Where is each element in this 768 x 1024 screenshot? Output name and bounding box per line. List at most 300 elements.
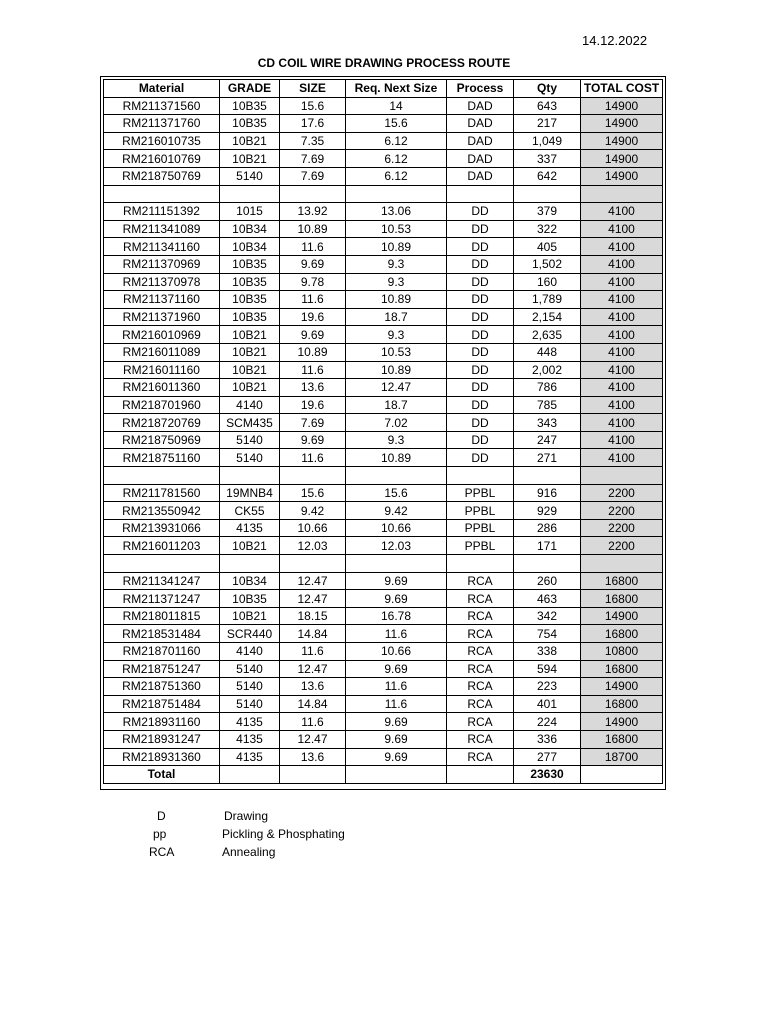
- table-row: [104, 537, 663, 555]
- cell-total-cost: 14900: [581, 167, 663, 185]
- cell-qty: 448: [514, 343, 581, 361]
- table-row: [104, 291, 663, 309]
- cell-qty: 405: [514, 238, 581, 256]
- cell-grade: SCM435: [220, 414, 280, 432]
- cell-qty: 2,635: [514, 326, 581, 344]
- cell-grade: 4140: [220, 396, 280, 414]
- cell-material: [104, 467, 220, 485]
- cell-total-cost: 4100: [581, 326, 663, 344]
- cell-size: 12.03: [280, 537, 346, 555]
- cell-qty: 1,049: [514, 132, 581, 150]
- table-row: [104, 695, 663, 713]
- cell-process: RCA: [447, 678, 514, 696]
- cell-qty: 271: [514, 449, 581, 467]
- cell-grade: 1015: [220, 203, 280, 221]
- cell-grade: 10B35: [220, 255, 280, 273]
- cell-process: RCA: [447, 643, 514, 661]
- cell-total-cost: 16800: [581, 590, 663, 608]
- cell-grade: [220, 555, 280, 573]
- document-title: CD COIL WIRE DRAWING PROCESS ROUTE: [257, 56, 511, 70]
- cell-process: RCA: [447, 695, 514, 713]
- cell-size: 11.6: [280, 291, 346, 309]
- document-date: 14.12.2022: [582, 33, 648, 48]
- cell-req-next-size: 9.3: [346, 326, 447, 344]
- cell-size: 12.47: [280, 572, 346, 590]
- legend-code-rca: RCA: [149, 845, 175, 859]
- column-header-material: Material: [104, 80, 220, 98]
- cell-req-next-size: 7.02: [346, 414, 447, 432]
- cell-grade: 10B35: [220, 97, 280, 115]
- cell-grade: 19MNB4: [220, 484, 280, 502]
- cell-process: RCA: [447, 713, 514, 731]
- cell-qty: 277: [514, 748, 581, 766]
- cell-req-next-size: [346, 555, 447, 573]
- cell-material: RM218751484: [104, 695, 220, 713]
- cell-qty: 642: [514, 167, 581, 185]
- table-row: [104, 343, 663, 361]
- cell-req-next-size: 11.6: [346, 625, 447, 643]
- table-row: [104, 326, 663, 344]
- cell-total-cost: 4100: [581, 431, 663, 449]
- cell-process: DD: [447, 308, 514, 326]
- cell-material: RM216011160: [104, 361, 220, 379]
- cell-qty: 247: [514, 431, 581, 449]
- table-row: [104, 660, 663, 678]
- cell-total-cost: 4100: [581, 220, 663, 238]
- cell-total-cost: 4100: [581, 255, 663, 273]
- cell-qty: [514, 555, 581, 573]
- cell-size: 18.15: [280, 607, 346, 625]
- cell-req-next-size: 18.7: [346, 308, 447, 326]
- cell-process: DD: [447, 220, 514, 238]
- cell-process: DD: [447, 291, 514, 309]
- cell-material: RM213550942: [104, 502, 220, 520]
- cell-req-next-size: 16.78: [346, 607, 447, 625]
- cell-material: RM218701160: [104, 643, 220, 661]
- cell-qty: 1,502: [514, 255, 581, 273]
- cell-size: 13.6: [280, 678, 346, 696]
- cell-qty: 260: [514, 572, 581, 590]
- cell-req-next-size: 9.69: [346, 590, 447, 608]
- cell-grade: 10B21: [220, 150, 280, 168]
- cell-process: DAD: [447, 150, 514, 168]
- cell-qty: 2,002: [514, 361, 581, 379]
- cell-total-cost: 4100: [581, 343, 663, 361]
- table-row: [104, 115, 663, 133]
- cell-size: 11.6: [280, 449, 346, 467]
- cell-material: RM211341089: [104, 220, 220, 238]
- cell-material: RM216011089: [104, 343, 220, 361]
- cell-total-cost: 4100: [581, 361, 663, 379]
- table-row: [104, 308, 663, 326]
- cell-grade: 10B21: [220, 343, 280, 361]
- cell-req-next-size: 10.89: [346, 238, 447, 256]
- cell-qty: 286: [514, 519, 581, 537]
- cell-grade: 5140: [220, 431, 280, 449]
- cell-grade: 10B21: [220, 607, 280, 625]
- total-empty-cell: [581, 766, 663, 784]
- cell-qty: 929: [514, 502, 581, 520]
- cell-req-next-size: 12.47: [346, 379, 447, 397]
- cell-qty: 463: [514, 590, 581, 608]
- table-row: [104, 255, 663, 273]
- cell-material: RM211371760: [104, 115, 220, 133]
- cell-process: PPBL: [447, 537, 514, 555]
- cell-material: RM216010769: [104, 150, 220, 168]
- cell-size: [280, 555, 346, 573]
- cell-total-cost: 16800: [581, 730, 663, 748]
- table-row: [104, 431, 663, 449]
- cell-size: 14.84: [280, 695, 346, 713]
- cell-size: 9.69: [280, 255, 346, 273]
- cell-total-cost: 16800: [581, 572, 663, 590]
- cell-material: RM218931360: [104, 748, 220, 766]
- cell-material: RM218931160: [104, 713, 220, 731]
- cell-req-next-size: 9.69: [346, 713, 447, 731]
- cell-size: 13.6: [280, 379, 346, 397]
- cell-material: RM211370978: [104, 273, 220, 291]
- cell-qty: 171: [514, 537, 581, 555]
- cell-qty: 379: [514, 203, 581, 221]
- cell-qty: 160: [514, 273, 581, 291]
- cell-process: DD: [447, 255, 514, 273]
- cell-total-cost: 18700: [581, 748, 663, 766]
- cell-material: RM216010735: [104, 132, 220, 150]
- cell-process: RCA: [447, 572, 514, 590]
- cell-size: 7.69: [280, 167, 346, 185]
- total-empty-cell: [220, 766, 280, 784]
- cell-qty: 401: [514, 695, 581, 713]
- table-row: [104, 414, 663, 432]
- cell-process: RCA: [447, 748, 514, 766]
- cell-size: 9.42: [280, 502, 346, 520]
- cell-total-cost: 14900: [581, 115, 663, 133]
- legend-code-pp: pp: [153, 827, 167, 841]
- table-row: [104, 203, 663, 221]
- cell-size: 14.84: [280, 625, 346, 643]
- cell-process: DD: [447, 326, 514, 344]
- cell-size: 7.69: [280, 414, 346, 432]
- cell-req-next-size: 9.69: [346, 572, 447, 590]
- total-empty-cell: [346, 766, 447, 784]
- cell-grade: 10B21: [220, 379, 280, 397]
- cell-req-next-size: 6.12: [346, 167, 447, 185]
- cell-material: RM211341247: [104, 572, 220, 590]
- cell-process: DAD: [447, 115, 514, 133]
- cell-qty: 785: [514, 396, 581, 414]
- column-header-total-cost: TOTAL COST: [581, 80, 663, 98]
- cell-material: RM218931247: [104, 730, 220, 748]
- cell-total-cost: 2200: [581, 502, 663, 520]
- column-header-size: SIZE: [280, 80, 346, 98]
- cell-total-cost: 14900: [581, 132, 663, 150]
- total-row: [104, 766, 663, 784]
- column-header-req-next-size: Req. Next Size: [346, 80, 447, 98]
- cell-total-cost: 4100: [581, 308, 663, 326]
- cell-qty: 754: [514, 625, 581, 643]
- cell-grade: 10B35: [220, 308, 280, 326]
- table-row: [104, 572, 663, 590]
- cell-size: 11.6: [280, 643, 346, 661]
- cell-process: DD: [447, 343, 514, 361]
- table-row: [104, 97, 663, 115]
- cell-qty: 916: [514, 484, 581, 502]
- table-row: [104, 379, 663, 397]
- cell-qty: 343: [514, 414, 581, 432]
- cell-material: RM216010969: [104, 326, 220, 344]
- cell-process: DD: [447, 361, 514, 379]
- cell-process: DD: [447, 238, 514, 256]
- table-row: [104, 167, 663, 185]
- cell-req-next-size: 9.42: [346, 502, 447, 520]
- cell-req-next-size: 11.6: [346, 695, 447, 713]
- cell-material: RM218720769: [104, 414, 220, 432]
- cell-size: 12.47: [280, 660, 346, 678]
- table-row: [104, 519, 663, 537]
- cell-size: 17.6: [280, 115, 346, 133]
- cell-req-next-size: 15.6: [346, 115, 447, 133]
- cell-size: 10.89: [280, 343, 346, 361]
- table-row: [104, 361, 663, 379]
- column-header-qty: Qty: [514, 80, 581, 98]
- cell-size: 19.6: [280, 396, 346, 414]
- table-row: [104, 484, 663, 502]
- cell-grade: 10B35: [220, 273, 280, 291]
- cell-req-next-size: 14: [346, 97, 447, 115]
- cell-process: RCA: [447, 590, 514, 608]
- table-row: [104, 625, 663, 643]
- legend-meaning-pp: Pickling & Phosphating: [222, 827, 345, 841]
- cell-material: RM211371560: [104, 97, 220, 115]
- cell-req-next-size: 10.53: [346, 220, 447, 238]
- cell-material: RM211371247: [104, 590, 220, 608]
- cell-process: [447, 467, 514, 485]
- cell-material: RM218750769: [104, 167, 220, 185]
- cell-req-next-size: 6.12: [346, 150, 447, 168]
- cell-total-cost: 14900: [581, 607, 663, 625]
- cell-total-cost: 2200: [581, 519, 663, 537]
- cell-total-cost: 4100: [581, 379, 663, 397]
- cell-material: [104, 185, 220, 203]
- cell-material: RM216011360: [104, 379, 220, 397]
- cell-size: 9.69: [280, 326, 346, 344]
- cell-size: 11.6: [280, 238, 346, 256]
- cell-req-next-size: 9.3: [346, 255, 447, 273]
- cell-total-cost: 16800: [581, 695, 663, 713]
- cell-total-cost: 4100: [581, 449, 663, 467]
- cell-material: RM211341160: [104, 238, 220, 256]
- cell-material: RM218701960: [104, 396, 220, 414]
- table-row: [104, 502, 663, 520]
- column-header-process: Process: [447, 80, 514, 98]
- cell-grade: 10B21: [220, 132, 280, 150]
- cell-process: DAD: [447, 132, 514, 150]
- cell-material: RM211371960: [104, 308, 220, 326]
- legend-meaning-d: Drawing: [224, 809, 269, 823]
- cell-size: 11.6: [280, 713, 346, 731]
- cell-req-next-size: 10.66: [346, 519, 447, 537]
- cell-size: 9.69: [280, 431, 346, 449]
- cell-grade: 5140: [220, 660, 280, 678]
- cell-material: RM211370969: [104, 255, 220, 273]
- cell-process: [447, 555, 514, 573]
- cell-total-cost: 14900: [581, 713, 663, 731]
- cell-req-next-size: 12.03: [346, 537, 447, 555]
- cell-process: RCA: [447, 660, 514, 678]
- cell-req-next-size: 9.69: [346, 730, 447, 748]
- cell-req-next-size: 9.3: [346, 273, 447, 291]
- cell-material: RM211781560: [104, 484, 220, 502]
- cell-req-next-size: 10.66: [346, 643, 447, 661]
- cell-total-cost: 4100: [581, 396, 663, 414]
- cell-process: DD: [447, 273, 514, 291]
- total-empty-cell: [280, 766, 346, 784]
- table-row: [104, 238, 663, 256]
- cell-req-next-size: 10.89: [346, 361, 447, 379]
- cell-material: RM218011815: [104, 607, 220, 625]
- cell-total-cost: 14900: [581, 150, 663, 168]
- table-row: [104, 748, 663, 766]
- cell-grade: 10B34: [220, 572, 280, 590]
- cell-qty: 224: [514, 713, 581, 731]
- cell-process: DD: [447, 431, 514, 449]
- cell-material: [104, 555, 220, 573]
- process-route-table: [103, 79, 663, 784]
- cell-qty: 322: [514, 220, 581, 238]
- table-row: [104, 590, 663, 608]
- table-row: [104, 273, 663, 291]
- total-label: Total: [104, 766, 220, 784]
- cell-total-cost: [581, 555, 663, 573]
- cell-req-next-size: 18.7: [346, 396, 447, 414]
- spacer-row: [104, 555, 663, 573]
- cell-qty: 217: [514, 115, 581, 133]
- cell-process: DD: [447, 414, 514, 432]
- cell-req-next-size: 13.06: [346, 203, 447, 221]
- cell-size: 9.78: [280, 273, 346, 291]
- cell-req-next-size: 9.69: [346, 748, 447, 766]
- cell-qty: 1,789: [514, 291, 581, 309]
- cell-size: 12.47: [280, 590, 346, 608]
- cell-process: DD: [447, 449, 514, 467]
- spacer-row: [104, 185, 663, 203]
- cell-total-cost: 10800: [581, 643, 663, 661]
- total-empty-cell: [447, 766, 514, 784]
- cell-size: 19.6: [280, 308, 346, 326]
- cell-size: 13.92: [280, 203, 346, 221]
- cell-total-cost: [581, 467, 663, 485]
- cell-req-next-size: 10.89: [346, 291, 447, 309]
- cell-qty: 594: [514, 660, 581, 678]
- cell-grade: 4135: [220, 748, 280, 766]
- cell-total-cost: 4100: [581, 273, 663, 291]
- cell-qty: 786: [514, 379, 581, 397]
- cell-grade: 10B21: [220, 537, 280, 555]
- cell-total-cost: 4100: [581, 203, 663, 221]
- cell-req-next-size: 15.6: [346, 484, 447, 502]
- cell-qty: 643: [514, 97, 581, 115]
- cell-grade: [220, 467, 280, 485]
- cell-grade: CK55: [220, 502, 280, 520]
- cell-qty: [514, 185, 581, 203]
- cell-material: RM211151392: [104, 203, 220, 221]
- cell-size: [280, 467, 346, 485]
- cell-grade: 5140: [220, 678, 280, 696]
- cell-material: RM216011203: [104, 537, 220, 555]
- cell-req-next-size: 9.69: [346, 660, 447, 678]
- cell-material: RM218751160: [104, 449, 220, 467]
- cell-total-cost: 16800: [581, 625, 663, 643]
- cell-total-cost: 4100: [581, 291, 663, 309]
- cell-total-cost: 2200: [581, 484, 663, 502]
- cell-process: PPBL: [447, 484, 514, 502]
- cell-material: RM211371160: [104, 291, 220, 309]
- cell-material: RM218531484: [104, 625, 220, 643]
- cell-req-next-size: 9.3: [346, 431, 447, 449]
- cell-size: 15.6: [280, 484, 346, 502]
- cell-qty: 2,154: [514, 308, 581, 326]
- table-row: [104, 396, 663, 414]
- cell-total-cost: 4100: [581, 238, 663, 256]
- cell-size: 11.6: [280, 361, 346, 379]
- cell-grade: 4135: [220, 519, 280, 537]
- cell-size: 12.47: [280, 730, 346, 748]
- cell-material: RM218750969: [104, 431, 220, 449]
- cell-size: 10.89: [280, 220, 346, 238]
- cell-process: PPBL: [447, 502, 514, 520]
- legend-meaning-rca: Annealing: [222, 845, 276, 859]
- table-row: [104, 607, 663, 625]
- cell-process: [447, 185, 514, 203]
- cell-qty: 223: [514, 678, 581, 696]
- cell-process: RCA: [447, 625, 514, 643]
- table-row: [104, 643, 663, 661]
- cell-grade: 10B35: [220, 590, 280, 608]
- cell-process: DAD: [447, 97, 514, 115]
- cell-qty: 337: [514, 150, 581, 168]
- cell-grade: 5140: [220, 167, 280, 185]
- cell-process: DD: [447, 379, 514, 397]
- table-row: [104, 713, 663, 731]
- cell-grade: 10B34: [220, 238, 280, 256]
- cell-grade: SCR440: [220, 625, 280, 643]
- table-row: [104, 449, 663, 467]
- cell-req-next-size: 10.89: [346, 449, 447, 467]
- cell-qty: 338: [514, 643, 581, 661]
- total-qty: 23630: [514, 766, 581, 784]
- cell-req-next-size: [346, 185, 447, 203]
- cell-grade: 5140: [220, 449, 280, 467]
- cell-total-cost: 2200: [581, 537, 663, 555]
- cell-size: 7.69: [280, 150, 346, 168]
- cell-size: 15.6: [280, 97, 346, 115]
- cell-req-next-size: [346, 467, 447, 485]
- cell-qty: [514, 467, 581, 485]
- cell-req-next-size: 10.53: [346, 343, 447, 361]
- cell-grade: 4135: [220, 730, 280, 748]
- cell-total-cost: 4100: [581, 414, 663, 432]
- cell-size: 13.6: [280, 748, 346, 766]
- cell-process: DD: [447, 396, 514, 414]
- cell-grade: 4140: [220, 643, 280, 661]
- cell-process: RCA: [447, 607, 514, 625]
- cell-grade: 10B35: [220, 291, 280, 309]
- cell-req-next-size: 11.6: [346, 678, 447, 696]
- cell-process: PPBL: [447, 519, 514, 537]
- legend-code-d: D: [157, 809, 166, 823]
- cell-grade: 10B35: [220, 115, 280, 133]
- cell-grade: 5140: [220, 695, 280, 713]
